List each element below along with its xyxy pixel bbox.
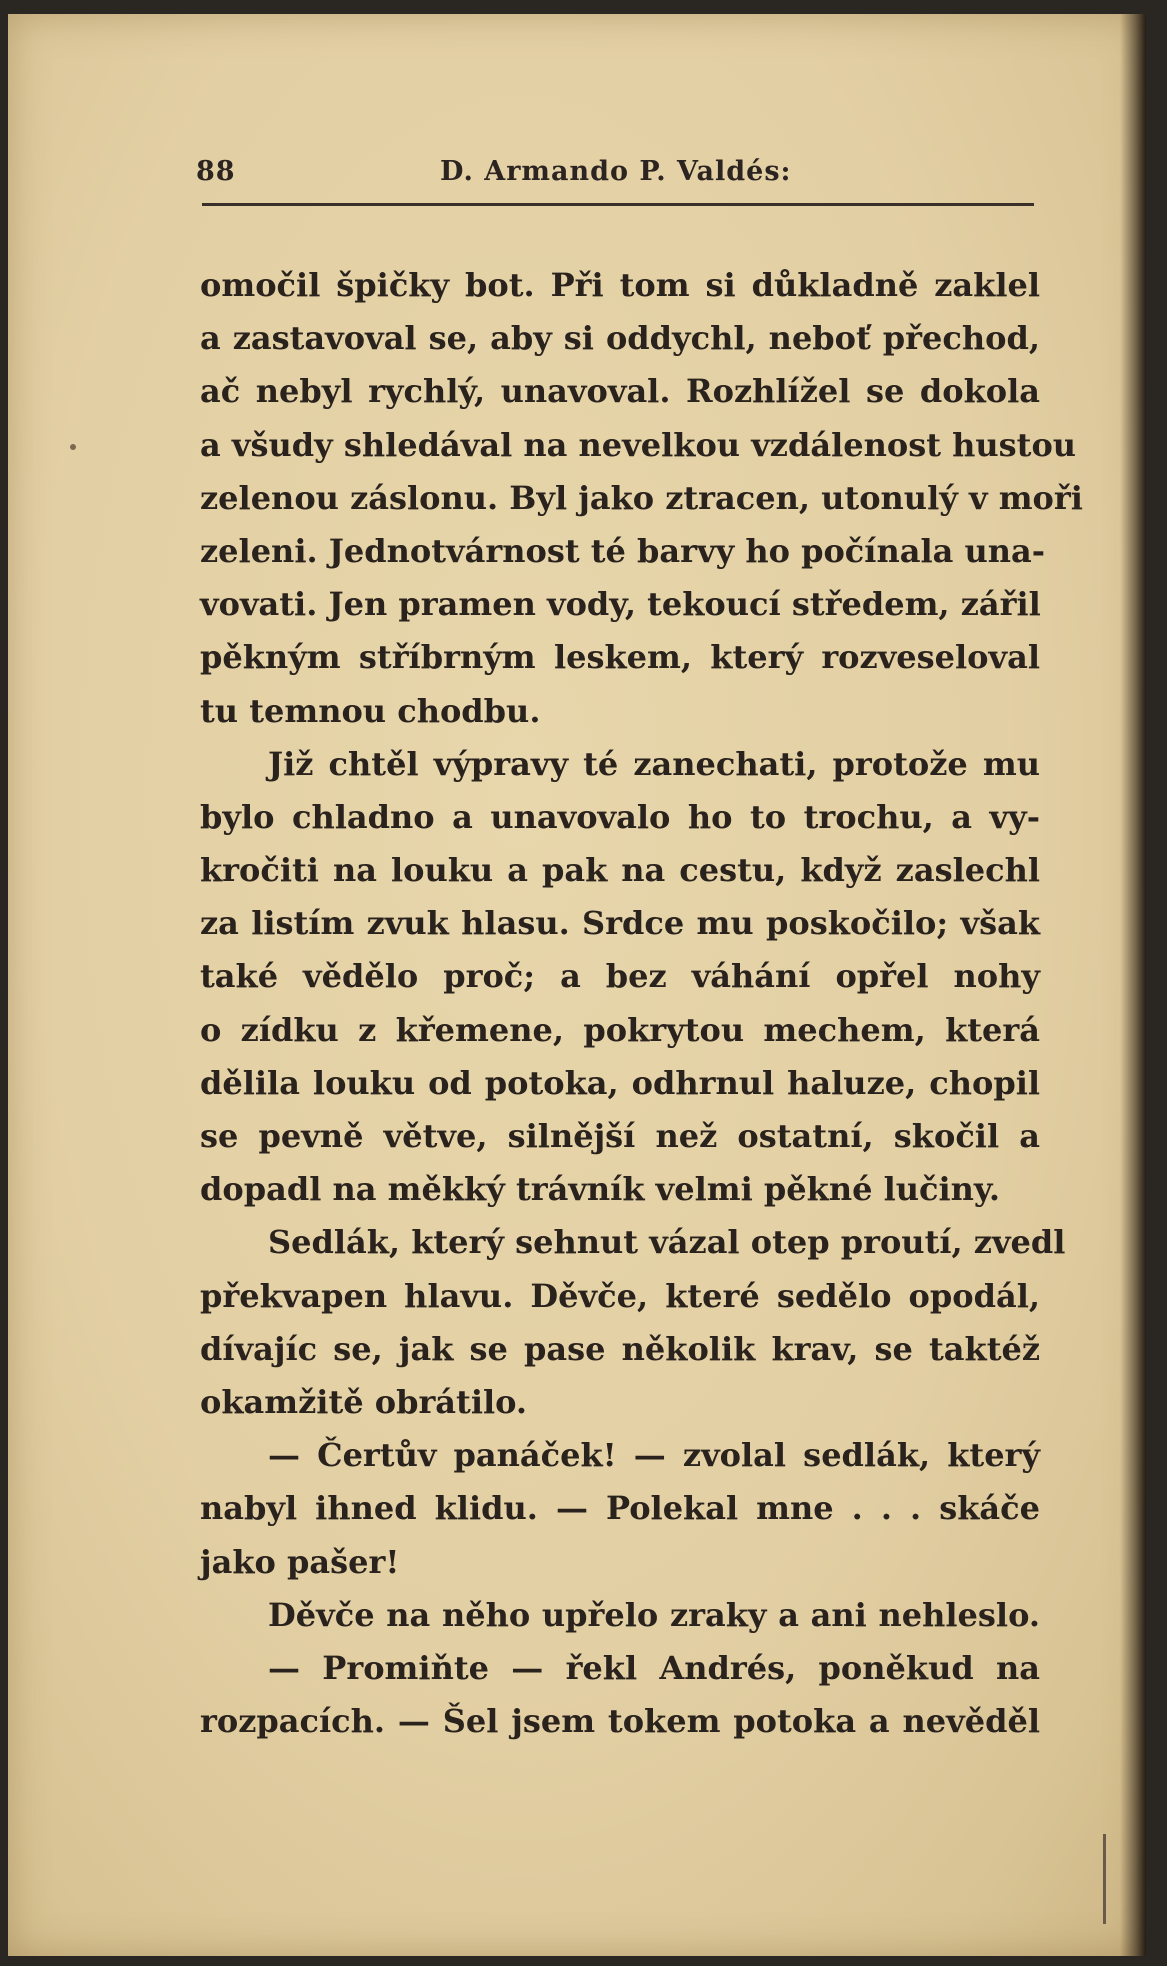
page-edge-shadow — [1120, 14, 1146, 1956]
text-line: dopadl na měkký trávník velmi pěkné lučiny. — [200, 1170, 1000, 1209]
text-line: za listím zvuk hlasu. Srdce mu poskočilo; však — [200, 904, 1040, 943]
header-rule — [202, 203, 1034, 206]
text-line: také vědělo proč; a bez váhání opřel nohy — [200, 957, 1040, 996]
paragraph — [200, 1589, 1040, 1642]
text-line: bylo chladno a unavovalo ho to trochu, a vy- — [200, 797, 1040, 836]
paragraph — [200, 1642, 1040, 1748]
text-line: — Promiňte — řekl Andrés, poněkud na — [268, 1648, 1040, 1687]
text-line: Děvče na něho upřelo zraky a ani nehleslo. — [268, 1595, 1040, 1634]
text-line: okamžitě obrátilo. — [200, 1382, 528, 1421]
body-text — [200, 259, 1083, 1748]
text-line: vovati. Jen pramen vody, tekoucí středem, zářil — [200, 585, 1041, 624]
text-line: tu temnou chodbu. — [200, 691, 541, 730]
text-line: omočil špičky bot. Při tom si důkladně zaklel — [200, 266, 1040, 304]
text-line: nabyl ihned klidu. — Polekal mne . . . skáče — [200, 1489, 1040, 1528]
text-line: a zastavoval se, aby si oddychl, neboť přechod, — [200, 319, 1040, 358]
page-number: 88 — [196, 156, 236, 187]
text-line: jako pašer! — [200, 1542, 400, 1581]
paragraph — [200, 738, 1040, 1217]
paper-speck — [70, 444, 76, 450]
text-line: překvapen hlavu. Děvče, které sedělo opodál, — [200, 1276, 1040, 1315]
text-line: zeleni. Jednotvárnost té barvy ho počínala una- — [200, 531, 1046, 570]
paragraph — [200, 259, 1083, 738]
text-line: dívajíc se, jak se pase několik krav, se taktéž — [200, 1329, 1040, 1368]
paragraph — [200, 1429, 1040, 1589]
text-line: se pevně větve, silnější než ostatní, skočil a — [200, 1117, 1040, 1155]
text-line: pěkným stříbrným leskem, který rozveseloval — [200, 638, 1040, 677]
paper-edge-mark — [1103, 1834, 1106, 1924]
text-line: zelenou záslonu. Byl jako ztracen, utonulý v moři — [200, 478, 1083, 517]
page-header — [196, 152, 1034, 194]
text-line: dělila louku od potoka, odhrnul haluze, chopil — [200, 1063, 1040, 1102]
text-line: rozpacích. — Šel jsem tokem potoka a nevěděl — [200, 1702, 1040, 1741]
text-line: — Čertův panáček! — zvolal sedlák, který — [268, 1436, 1040, 1475]
text-line: ač nebyl rychlý, unavoval. Rozhlížel se dokola — [200, 372, 1040, 411]
running-head: D. Armando P. Valdés: — [440, 156, 792, 187]
text-line: a všudy shledával na nevelkou vzdálenost hustou — [200, 425, 1077, 464]
text-line: kročiti na louku a pak na cestu, když zaslechl — [200, 851, 1040, 890]
paragraph — [200, 1216, 1066, 1429]
text-line: Již chtěl výpravy té zanechati, protože mu — [268, 744, 1040, 783]
text-line: o zídku z křemene, pokrytou mechem, která — [200, 1010, 1040, 1049]
text-line: Sedlák, který sehnut vázal otep proutí, zvedl — [268, 1223, 1066, 1262]
